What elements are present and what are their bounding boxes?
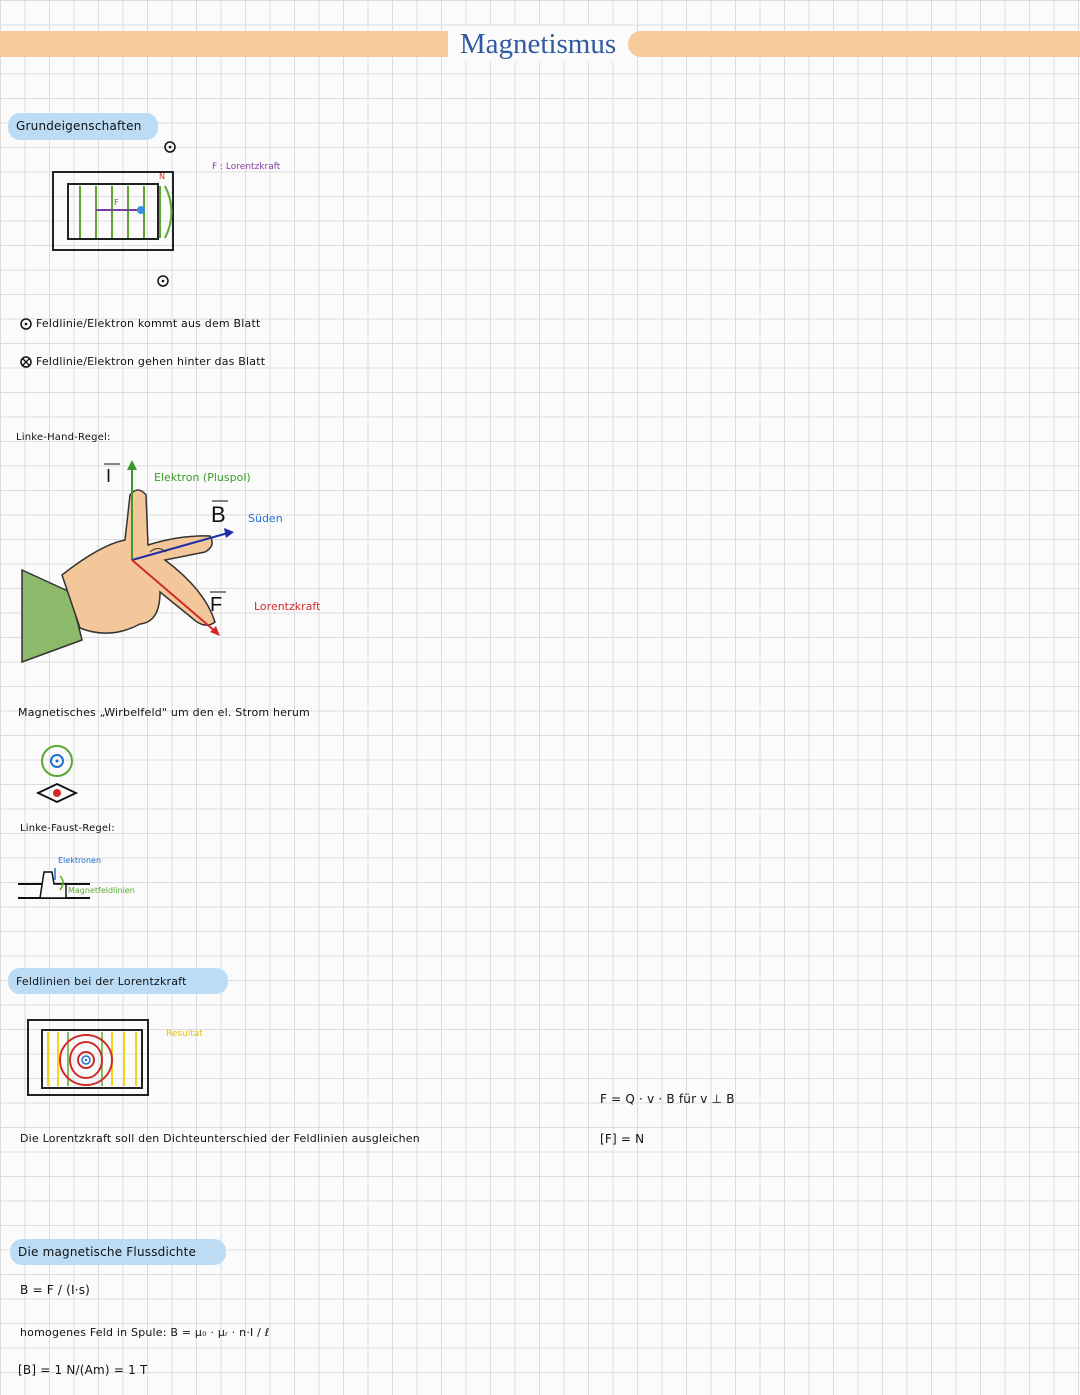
field-label: B	[211, 502, 226, 527]
current-label: I	[106, 466, 112, 486]
field-description: Süden	[248, 512, 283, 525]
magnet-pole-label: N	[159, 172, 165, 181]
wirbelfeld-text: Magnetisches „Wirbelfeld" um den el. Strom herum	[18, 706, 310, 719]
linke-faust-heading: Linke-Faust-Regel:	[20, 823, 115, 834]
elektronen-label: Elektronen	[58, 856, 102, 865]
magnetfeldlinien-label: Magnetfeldlinien	[68, 886, 135, 895]
lorentz-formula: F = Q · v · B für v ⊥ B	[600, 1092, 735, 1106]
lorentz-unit: [F] = N	[600, 1132, 645, 1146]
flussdichte-formula: B = F / (I·s)	[20, 1283, 91, 1297]
feldlinien-heading: Feldlinien bei der Lorentzkraft	[16, 975, 187, 988]
spule-formula: homogenes Feld in Spule: B = μ₀ · μᵣ · n·I / ℓ	[20, 1326, 270, 1339]
linke-hand-heading: Linke-Hand-Regel:	[16, 432, 111, 443]
legend-out-of-page: Feldlinie/Elektron kommt aus dem Blatt	[36, 317, 261, 330]
resultat-label: Resultat	[166, 1029, 203, 1039]
force-definition: F : Lorentzkraft	[212, 162, 281, 172]
grundeigenschaften-heading: Grundeigenschaften	[16, 119, 142, 133]
force-label: F	[114, 198, 119, 207]
flussdichte-unit: [B] = 1 N/(Am) = 1 T	[18, 1363, 148, 1377]
force-vector-description: Lorentzkraft	[254, 600, 321, 613]
legend-into-page: Feldlinie/Elektron gehen hinter das Blatt	[36, 355, 266, 368]
flussdichte-heading: Die magnetische Flussdichte	[18, 1245, 197, 1259]
force-vector-label: F	[210, 594, 223, 616]
current-description: Elektron (Pluspol)	[154, 471, 251, 484]
page-title: Magnetismus	[448, 26, 628, 62]
lorentz-note: Die Lorentzkraft soll den Dichteunterschied der Feldlinien ausgleichen	[20, 1132, 420, 1145]
